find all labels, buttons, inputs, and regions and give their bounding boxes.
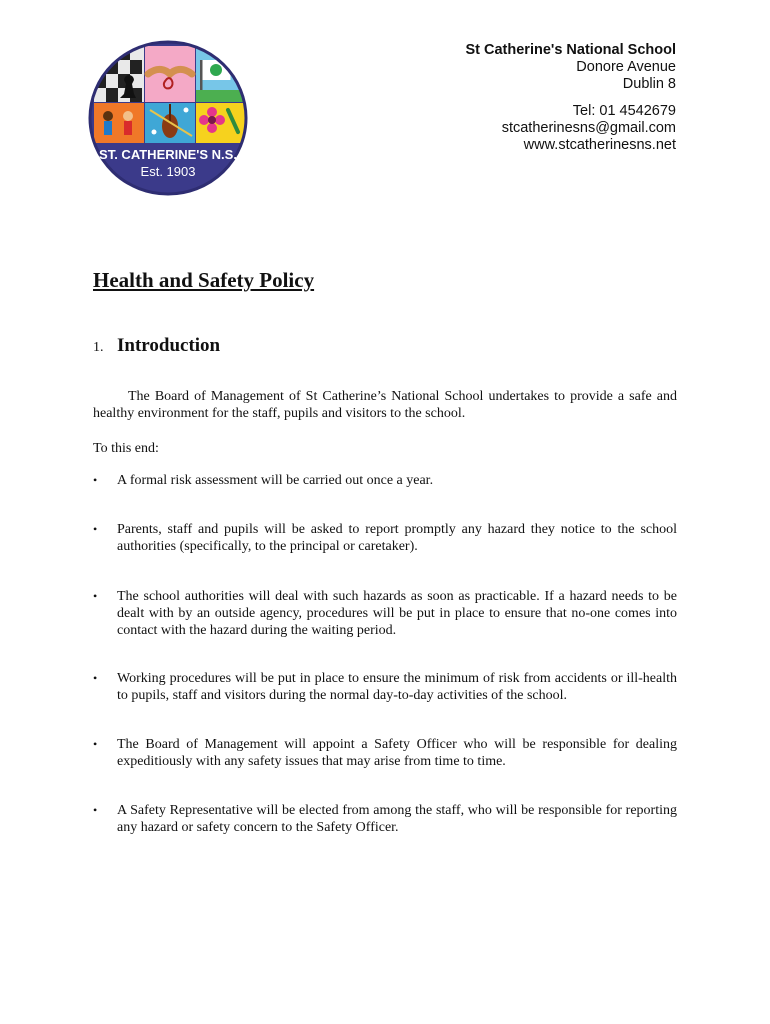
list-item [93,802,677,836]
list-item-text: The Board of Management will appoint a Safety Officer who will be responsible for dealing expeditiously with any safety issues that may arise from time to time. [117,737,677,769]
bullet-icon: • [93,737,98,751]
music-tile [145,103,195,143]
school-name: St Catherine's National School [465,42,676,58]
list-item-text: Working procedures will be put in place to ensure the minimum of risk from accidents or ill-health to pupils, staff and visitors during the normal day-to-day activities of the school. [117,671,677,703]
to-this-end-label: To this end: [93,441,159,456]
bullet-icon: • [93,589,98,603]
flag-tile [196,46,246,102]
school-address-block [465,42,676,154]
list-item [93,588,677,639]
bullet-icon: • [93,671,98,685]
section-title: Introduction [117,335,221,356]
logo-name: ST. CATHERINE'S N.S. [99,147,237,162]
school-logo [88,40,248,196]
list-item-text: A Safety Representative will be elected from among the staff, who will be responsible for reporting any hazard or safety concern to the Safety Officer. [117,803,677,835]
email: stcatherinesns@gmail.com [501,120,676,136]
address-city: Dublin 8 [622,76,676,92]
address-street: Donore Avenue [576,59,676,75]
list-item-text: A formal risk assessment will be carried out once a year. [117,473,434,488]
section-number: 1. [93,340,104,355]
list-item [93,521,677,555]
bullet-icon: • [93,522,98,536]
list-item [93,736,677,770]
intro-paragraph: The Board of Management of St Catherine’s National School undertakes to provide a safe and healthy environment for the staff, pupils and visitors to the school. [93,389,677,421]
list-item-text: Parents, staff and pupils will be asked to report promptly any hazard they notice to the school authorities (specifically, to the principal or caretaker). [117,522,677,554]
section-heading [93,335,220,357]
bullet-icon: • [93,473,98,487]
chess-tile [94,46,144,102]
bullet-icon: • [93,803,98,817]
flower-tile [196,103,246,143]
telephone: Tel: 01 4542679 [572,103,676,119]
logo-established: Est. 1903 [140,164,196,179]
document-title: Health and Safety Policy [93,268,315,292]
list-item [93,670,677,704]
website: www.stcatherinesns.net [523,137,676,153]
people-tile [94,103,144,143]
list-item [93,472,677,489]
list-item-text: The school authorities will deal with such hazards as soon as practicable. If a hazard needs to be dealt with by an outside agency, procedures will be put in place to ensure that no-one comes into contact with the hazard during the waiting period. [117,589,677,638]
hands-tile [145,46,195,102]
